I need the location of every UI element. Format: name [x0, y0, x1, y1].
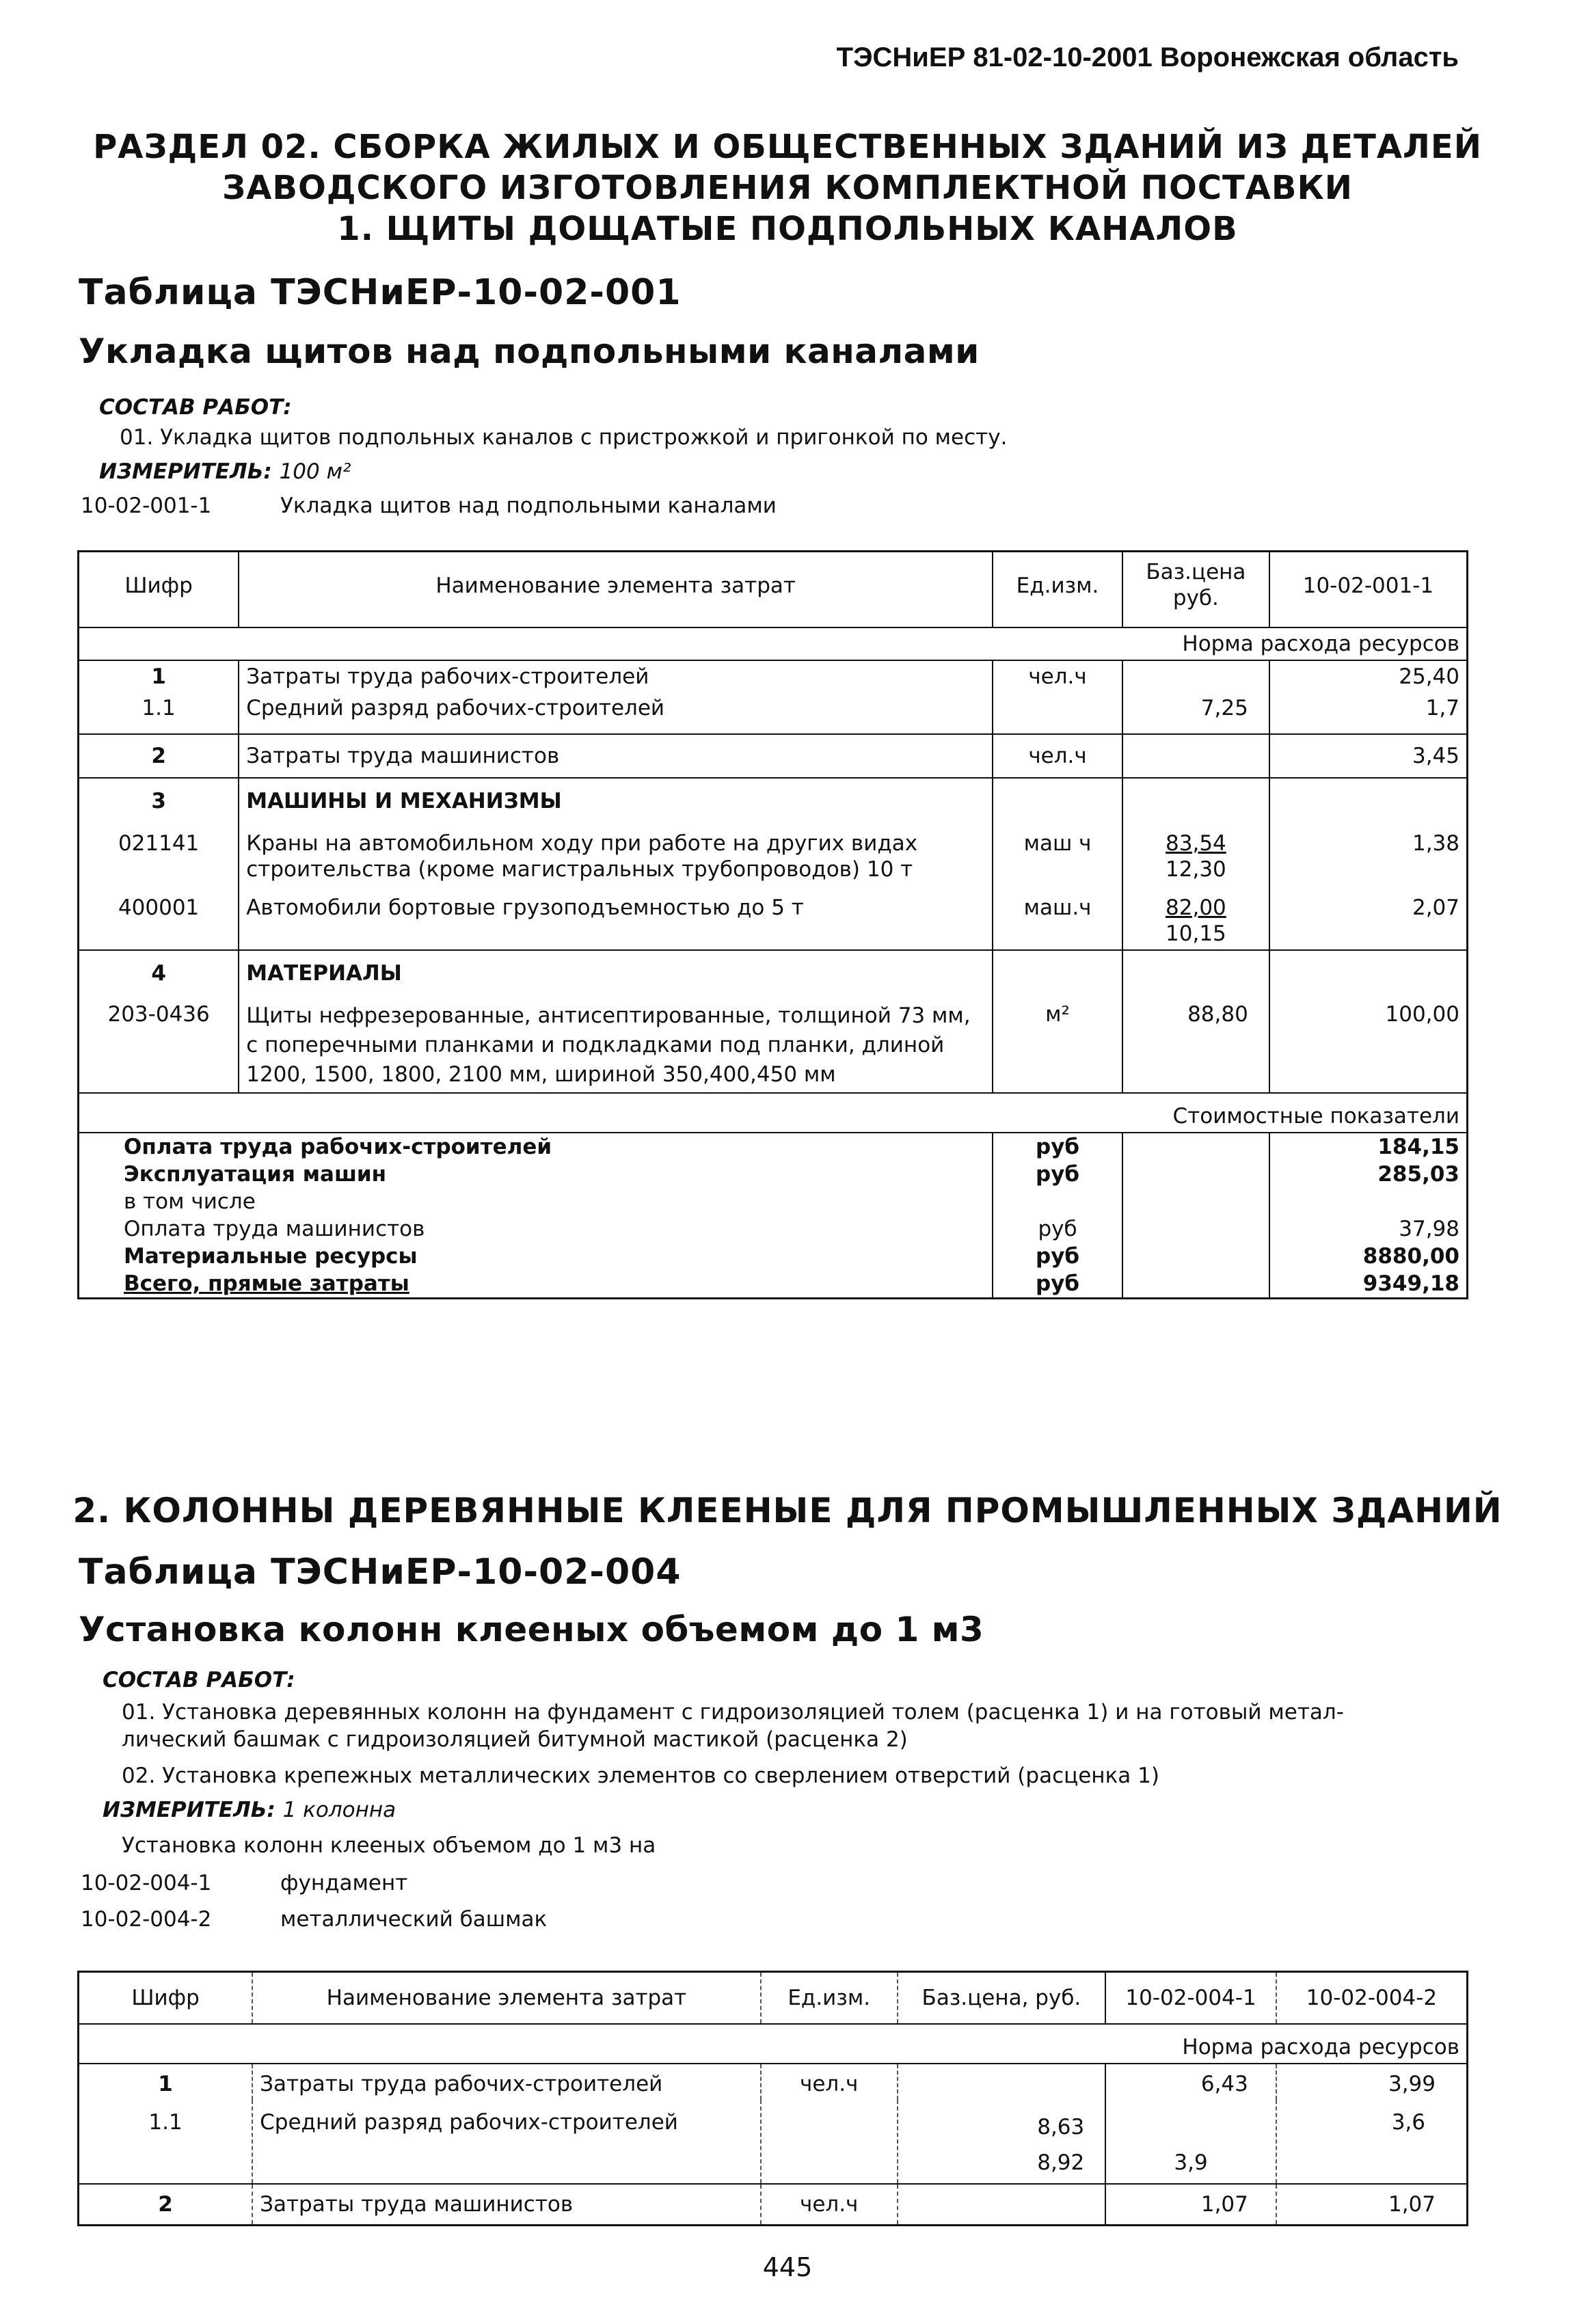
row-unit: чел.ч [761, 2064, 898, 2100]
row-price [1122, 660, 1269, 692]
cost-unit: руб [993, 1133, 1122, 1161]
cost-unit: руб [993, 1161, 1122, 1188]
row-name: Щиты нефрезерованные, антисептированные, толщиной 73 мм, с поперечными планками и подкладками под планки, длиной 1200, 1500, 1800, 2100 мм, шириной 350,400,450 мм [239, 996, 993, 1093]
price-second: 8,92 [1037, 2150, 1085, 2175]
row-price [1122, 885, 1269, 950]
col-price: Баз.цена, руб. [898, 1972, 1106, 2025]
row-shifr: 2 [158, 2192, 173, 2217]
table2-code: 10-02-004-2 [81, 1907, 212, 1932]
measure-value: 100 м² [279, 459, 351, 484]
table2-sostav-item2: 02. Установка крепежных металлических элементов со сверлением отверстий (расценка 1) [122, 1764, 1159, 1788]
cost-row [79, 1133, 1468, 1161]
measure-label: ИЗМЕРИТЕЛЬ: [103, 1798, 275, 1822]
row-name: Краны на автомобильном ходу при работе на других видах строительства (кроме магистральных трубопроводов) 10 т [239, 824, 993, 885]
cost-name: в том числе [124, 1189, 256, 1214]
measure-value: 1 колонна [282, 1798, 396, 1822]
table1-sostav-item: 01. Укладка щитов подпольных каналов с пристрожкой и пригонкой по месту. [120, 425, 1008, 450]
table2-title: Таблица ТЭСНиЕР-10-02-004 [79, 1552, 682, 1593]
row-name: Средний разряд рабочих-строителей [252, 2100, 761, 2184]
cost-name: Материальные ресурсы [124, 1244, 418, 1269]
cost-name: Всего, прямые затраты [124, 1271, 409, 1296]
table-row [79, 660, 1468, 692]
cost-value: 37,98 [1269, 1215, 1468, 1243]
table2-sostav-item1-cont: лический башмак с гидроизоляцией битумной мастикой (расценка 2) [122, 1727, 908, 1752]
cost-name: Оплата труда машинистов [124, 1217, 425, 1241]
row-price: 88,80 [1122, 996, 1269, 1093]
row-shifr: 1.1 [148, 2110, 183, 2135]
row-price [898, 2100, 1106, 2184]
row-name: МАШИНЫ И МЕХАНИЗМЫ [239, 778, 993, 824]
row-name: МАТЕРИАЛЫ [239, 950, 993, 996]
row-value1 [1105, 2100, 1276, 2184]
row-unit: м² [993, 996, 1122, 1093]
table1-code-name: Укладка щитов над подпольными каналами [280, 494, 777, 518]
cost-unit: руб [993, 1270, 1122, 1299]
table1-header-row [79, 552, 1468, 628]
cost-value: 9349,18 [1269, 1270, 1468, 1299]
cost-row [79, 1215, 1468, 1243]
row-name: Затраты труда машинистов [239, 734, 993, 778]
row-price [898, 2184, 1106, 2226]
cost-label: Стоимостные показатели [1172, 1104, 1459, 1129]
row-value2: 3,99 [1276, 2064, 1468, 2100]
table1-measure [99, 459, 351, 484]
row-unit: чел.ч [993, 734, 1122, 778]
value-first [1113, 2109, 1269, 2145]
col-code1: 10-02-004-1 [1105, 1972, 1276, 2025]
page-number: 445 [762, 2252, 813, 2282]
table2-subtitle: Установка колонн клееных объемом до 1 м3 [79, 1610, 984, 1649]
row-value: 2,07 [1269, 885, 1468, 950]
col-price: Баз.цена руб. [1122, 552, 1269, 628]
row-value: 100,00 [1269, 996, 1468, 1093]
table2-code-name: фундамент [280, 1871, 408, 1895]
row-unit: маш.ч [993, 885, 1122, 950]
col-name: Наименование элемента затрат [239, 552, 993, 628]
table1-sostav-label: СОСТАВ РАБОТ: [99, 395, 292, 420]
row-shifr: 2 [151, 744, 166, 768]
table2-sostav-item1: 01. Установка деревянных колонн на фундамент с гидроизоляцией толем (расценка 1) и на готовый метал- [122, 1700, 1344, 1725]
row-unit: чел.ч [761, 2184, 898, 2226]
row-price [898, 2064, 1106, 2100]
cost-row [79, 1188, 1468, 1215]
cost-value: 8880,00 [1269, 1243, 1468, 1270]
col-shifr: Шифр [124, 573, 193, 598]
table-row [79, 885, 1468, 950]
table-row [79, 996, 1468, 1093]
row-shifr: 3 [151, 789, 166, 813]
price-underlined: 83,54 [1166, 831, 1226, 856]
price-first: 8,63 [1037, 2115, 1085, 2139]
table-row [79, 950, 1468, 996]
row-value: 3,45 [1269, 734, 1468, 778]
row-shifr: 203-0436 [107, 1002, 210, 1027]
price-second: 10,15 [1166, 921, 1226, 946]
cost-label-row [79, 1093, 1468, 1133]
table2-measure [103, 1798, 396, 1822]
row-price [1122, 824, 1269, 885]
table1 [77, 550, 1468, 1299]
col-shifr: Шифр [131, 1986, 200, 2010]
row-value: 1,38 [1269, 824, 1468, 885]
row-shifr: 4 [151, 961, 166, 986]
row-name: Затраты труда машинистов [252, 2184, 761, 2226]
cost-row [79, 1161, 1468, 1188]
row-value1: 1,07 [1105, 2184, 1276, 2226]
row-value2: 1,07 [1276, 2184, 1468, 2226]
col-unit: Ед.изм. [761, 1972, 898, 2025]
table1-code: 10-02-001-1 [81, 494, 212, 518]
table-row [79, 824, 1468, 885]
row-name: Затраты труда рабочих-строителей [252, 2064, 761, 2100]
col-unit: Ед.изм. [993, 552, 1122, 628]
cost-value: 184,15 [1269, 1133, 1468, 1161]
value-second: 3,9 [1174, 2150, 1208, 2175]
col-code: 10-02-001-1 [1269, 552, 1468, 628]
norm-row [79, 2024, 1468, 2064]
cost-name: Эксплуатация машин [124, 1162, 387, 1187]
col-code2: 10-02-004-2 [1276, 1972, 1468, 2025]
table-row [79, 2184, 1468, 2226]
table2-header-row [79, 1972, 1468, 2025]
section-title-line2: ЗАВОДСКОГО ИЗГОТОВЛЕНИЯ КОМПЛЕКТНОЙ ПОСТАВКИ [222, 169, 1353, 207]
section-title-line1: РАЗДЕЛ 02. СБОРКА ЖИЛЫХ И ОБЩЕСТВЕННЫХ ЗДАНИЙ ИЗ ДЕТАЛЕЙ [93, 128, 1482, 166]
table-row [79, 2100, 1468, 2184]
norm-label: Норма расхода ресурсов [1182, 632, 1459, 656]
cost-unit: руб [993, 1215, 1122, 1243]
row-name: Автомобили бортовые грузоподъемностью до 5 т [239, 885, 993, 950]
subsection-title: 1. ЩИТЫ ДОЩАТЫЕ ПОДПОЛЬНЫХ КАНАЛОВ [337, 210, 1238, 248]
measure-label: ИЗМЕРИТЕЛЬ: [99, 459, 272, 484]
price-second: 12,30 [1166, 857, 1226, 882]
row-shifr: 1 [158, 2072, 173, 2096]
row-shifr: 1.1 [142, 696, 176, 720]
norm-row [79, 627, 1468, 660]
row-shifr: 021141 [118, 831, 200, 856]
cost-row [79, 1270, 1468, 1299]
table-row [79, 692, 1468, 734]
price-underlined: 82,00 [1166, 895, 1226, 920]
row-shifr: 400001 [118, 895, 200, 920]
table2 [77, 1971, 1468, 2226]
row-value: 1,7 [1269, 692, 1468, 734]
col-name: Наименование элемента затрат [252, 1972, 761, 2025]
row-name: Средний разряд рабочих-строителей [239, 692, 993, 734]
row-value1: 6,43 [1105, 2064, 1276, 2100]
norm-label: Норма расхода ресурсов [1182, 2035, 1459, 2059]
row-name: Затраты труда рабочих-строителей [239, 660, 993, 692]
cost-name: Оплата труда рабочих-строителей [124, 1135, 552, 1159]
row-price: 7,25 [1122, 692, 1269, 734]
table-row [79, 2064, 1468, 2100]
document-header: ТЭСНиЕР 81-02-10-2001 Воронежская область [836, 42, 1459, 72]
table1-title: Таблица ТЭСНиЕР-10-02-001 [79, 272, 682, 313]
table2-code: 10-02-004-1 [81, 1871, 212, 1895]
row-unit: чел.ч [993, 660, 1122, 692]
row-value: 25,40 [1269, 660, 1468, 692]
cost-value: 285,03 [1269, 1161, 1468, 1188]
cost-unit: руб [993, 1243, 1122, 1270]
row-price [1122, 734, 1269, 778]
table2-code-name: металлический башмак [280, 1907, 548, 1932]
table1-subtitle: Укладка щитов над подпольными каналами [79, 332, 980, 371]
row-unit: маш ч [993, 824, 1122, 885]
cost-row [79, 1243, 1468, 1270]
section2-title: 2. КОЛОННЫ ДЕРЕВЯННЫЕ КЛЕЕНЫЕ ДЛЯ ПРОМЫШЛЕННЫХ ЗДАНИЙ [72, 1491, 1503, 1530]
table-row [79, 734, 1468, 778]
row-value2: 3,6 [1276, 2100, 1468, 2184]
row-unit [993, 692, 1122, 734]
table2-sostav-label: СОСТАВ РАБОТ: [103, 1668, 295, 1692]
row-shifr: 1 [151, 664, 166, 689]
table2-intro: Установка колонн клееных объемом до 1 м3 на [122, 1833, 656, 1858]
table-row [79, 778, 1468, 824]
